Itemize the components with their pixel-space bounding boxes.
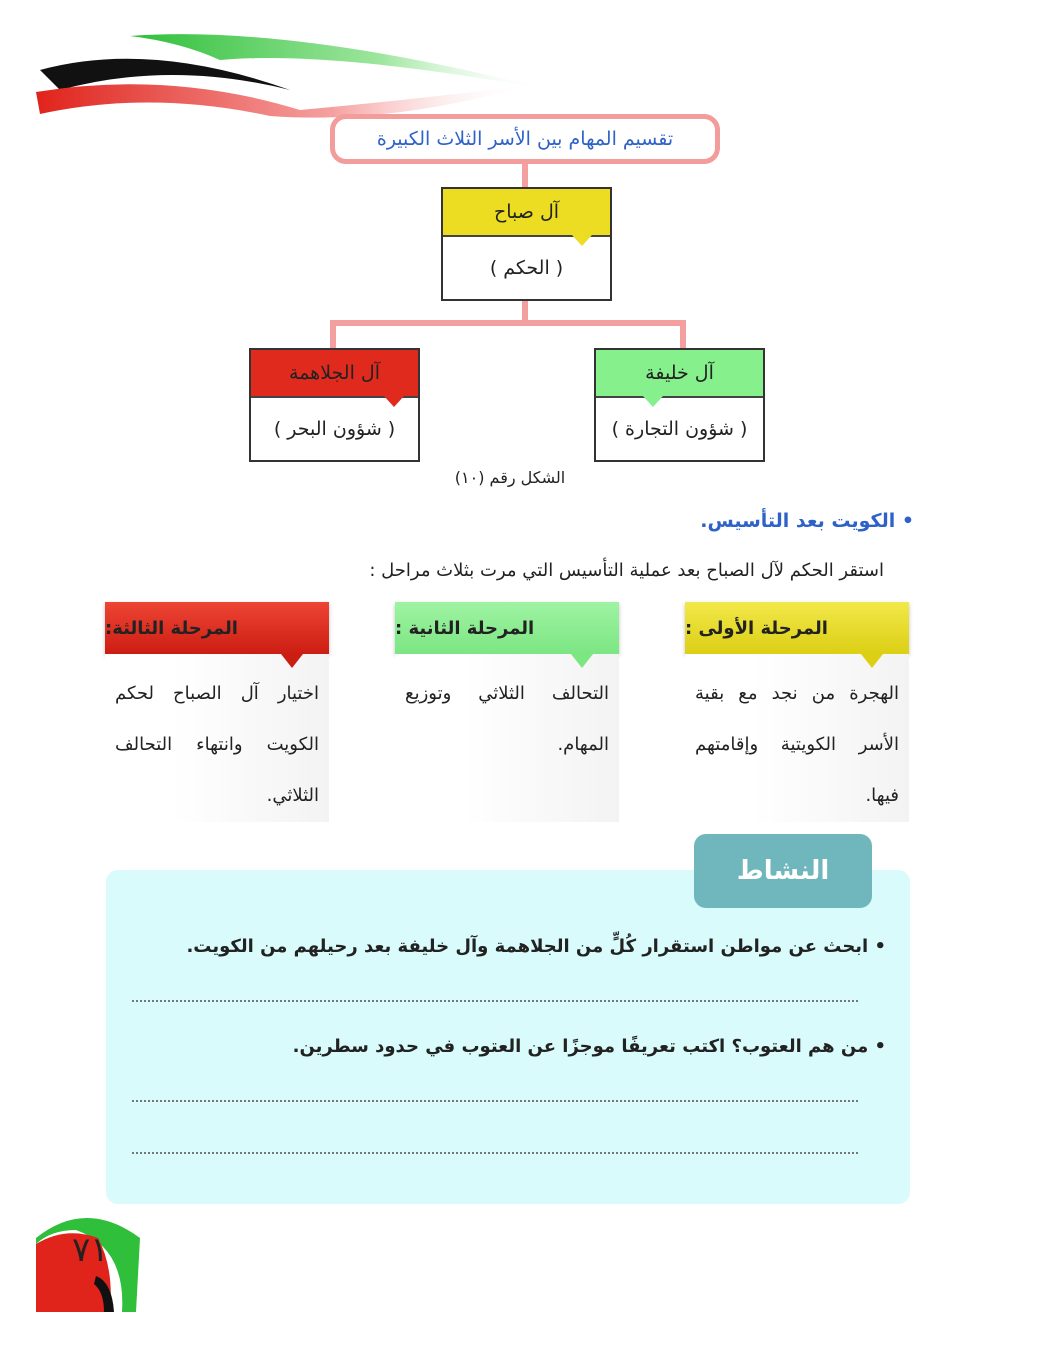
header-pointer [861,654,883,668]
box-al-sabah [441,187,612,301]
activity-title: النشاط [736,856,830,886]
box-al-khalifa-header [596,350,763,398]
answer-line-3[interactable] [132,1152,858,1154]
stage-second-title: المرحلة الثانية : [395,617,535,639]
stage-first-text: الهجرة من نجد مع بقية الأسر الكويتية وإقامتهم فيها. [695,683,899,806]
answer-line-2[interactable] [132,1100,858,1102]
al-sabah-role: ( الحكم ) [489,257,564,279]
stage-second [395,602,619,822]
al-khalifa-name: آل خليفة [645,362,714,384]
box-al-sabah-body [443,237,610,299]
flag-swoosh-decoration [30,30,560,120]
al-jalahma-role: ( شؤون البحر ) [273,418,396,440]
section-intro: استقر الحكم لآل الصباح بعد عملية التأسيس التي مرت بثلاث مراحل : [369,560,884,581]
box-al-khalifa [594,348,765,462]
stage-third-body [105,654,329,822]
al-jalahma-name: آل الجلاهمة [289,362,380,384]
stage-third-header [105,602,329,654]
stage-first-body [685,654,909,822]
activity-title-tab [694,834,872,908]
chart-title-box [330,114,720,164]
section-heading: • الكويت بعد التأسيس. [700,510,914,532]
stage-third-text: اختيار آل الصباح لحكم الكويت وانتهاء التحالف الثلاثي. [115,683,319,806]
page-number: ٧١ [72,1230,109,1270]
box-al-khalifa-body [596,398,763,460]
box-al-jalahma-header [251,350,418,398]
stage-second-text: التحالف الثلاثي وتوزيع المهام. [405,683,609,755]
stage-first-header [685,602,909,654]
stage-first-title: المرحلة الأولى : [685,617,828,639]
box-al-jalahma-body [251,398,418,460]
header-pointer [571,654,593,668]
stage-second-header [395,602,619,654]
al-khalifa-role: ( شؤون التجارة ) [611,418,748,440]
activity-question-1: • ابحث عن مواطن استقرار كُلٍّ من الجلاهمة وآل خليفة بعد رحيلهم من الكويت. [186,936,886,957]
box-al-jalahma [249,348,420,462]
figure-caption: الشكل رقم (١٠) [454,468,566,487]
connector-left-drop [330,320,336,350]
stage-second-body [395,654,619,822]
box-al-sabah-header [443,189,610,237]
stage-third-title: المرحلة الثالثة: [105,617,238,639]
activity-question-2: • من هم العتوب؟ اكتب تعريفًا موجزًا عن العتوب في حدود سطرين. [292,1036,886,1057]
stage-third [105,602,329,822]
chart-title: تقسيم المهام بين الأسر الثلاث الكبيرة [376,128,674,150]
answer-line-1[interactable] [132,1000,858,1002]
header-pointer [281,654,303,668]
al-sabah-name: آل صباح [493,201,560,223]
connector-right-drop [680,320,686,350]
stage-first [685,602,909,822]
connector-vertical-top [522,164,528,188]
connector-horizontal [330,320,686,326]
